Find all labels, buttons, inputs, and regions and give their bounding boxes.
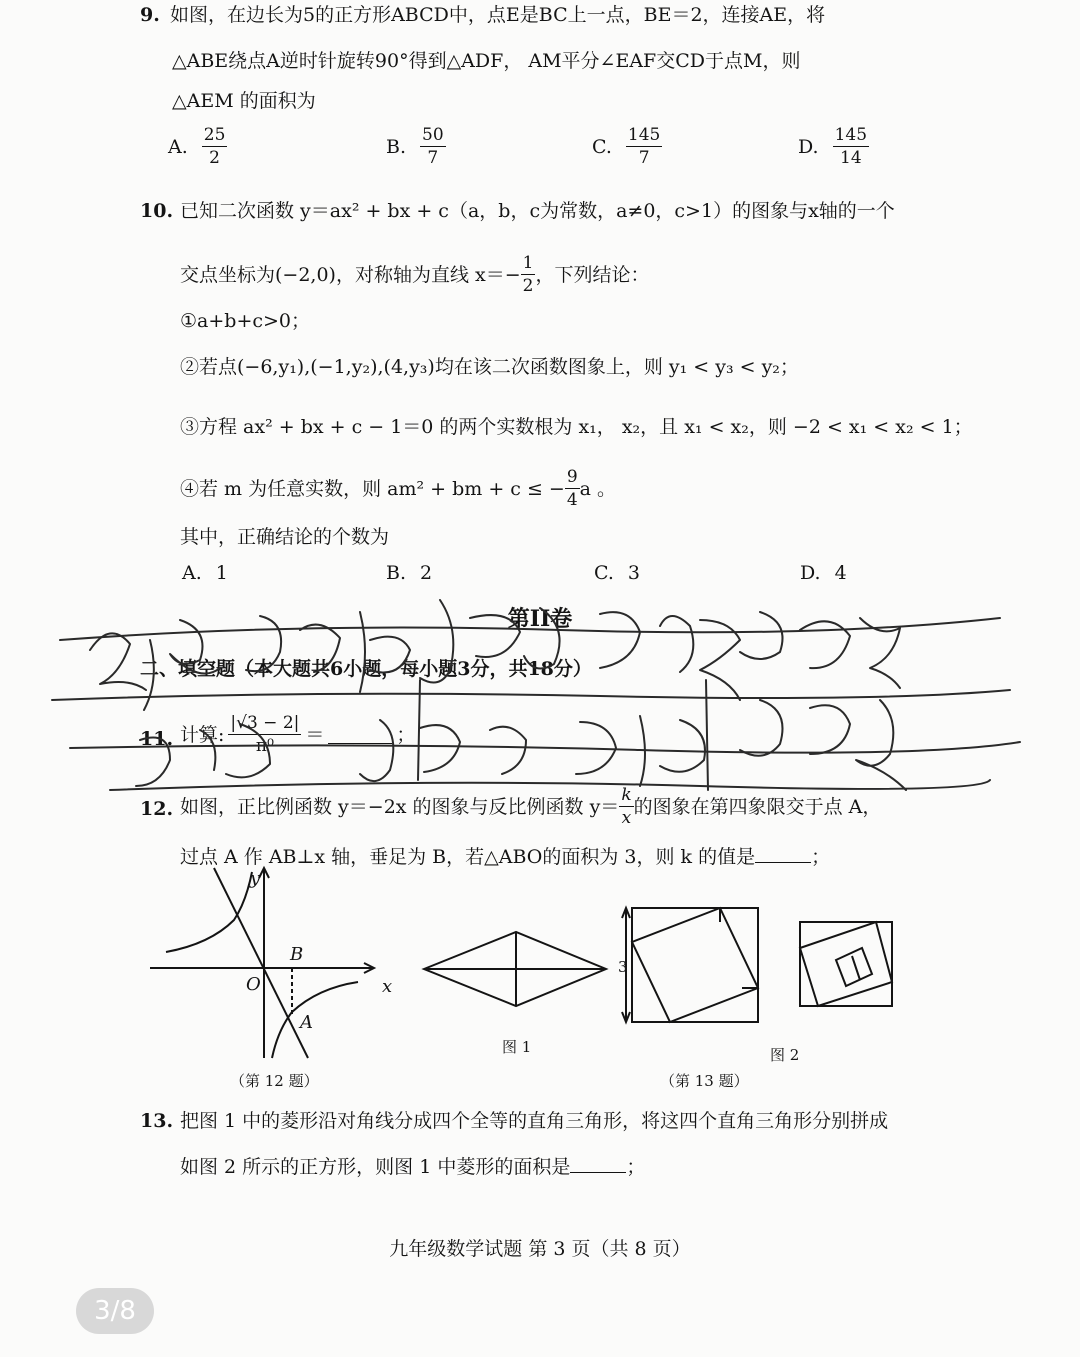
- side-length-label: 3: [618, 958, 628, 976]
- q12-line-2-pre: 过点 A 作 AB⊥x 轴，垂足为 B，若△ABO的面积为 3，则 k 的值是: [180, 846, 756, 868]
- fig13-caption: （第 13 题）: [660, 1072, 749, 1090]
- fraction-numerator: 9: [566, 467, 578, 487]
- q12-number: 12.: [140, 798, 174, 820]
- fraction-numerator: k: [621, 785, 632, 805]
- scribble-vertical-2: [418, 680, 420, 780]
- q10-ask: 其中，正确结论的个数为: [180, 526, 390, 548]
- q9-line-2: △ABE绕点A逆时针旋转90°得到△ADF， AM平分∠EAF交CD于点M，则: [172, 50, 801, 72]
- scribble-stroke-8: [600, 612, 740, 700]
- q13-number: 13.: [140, 1110, 174, 1132]
- scribble-stroke-11: [360, 720, 526, 781]
- q11-equals: ＝: [305, 723, 325, 746]
- q9-number: 9.: [140, 4, 160, 26]
- q11-label: 计算:: [180, 723, 225, 746]
- q10-conclusion-1: ①a+b+c>0；: [180, 310, 311, 332]
- q10-conclusion-2: ②若点(−6,y₁),(−1,y₂),(4,y₃)均在该二次函数图象上，则 y₁ < y₃ < y₂；: [180, 356, 799, 378]
- fraction-numerator: |√3 − 2|: [230, 713, 300, 733]
- fraction-denominator: 2: [522, 276, 534, 296]
- fig12-y-label: y: [250, 868, 261, 889]
- q10-conclusion-4-pre: ④若 m 为任意实数，则 am² + bm + c ≤ −: [180, 477, 565, 500]
- scribble-stroke-13: [740, 700, 906, 790]
- option-label: A.: [182, 562, 202, 584]
- fraction-denominator: 2: [209, 148, 220, 168]
- q10-line-1: 已知二次函数 y＝ax² + bx + c（a，b，c为常数，a≠0，c>1）的图象与x轴的一个: [180, 200, 895, 222]
- fraction-denominator: 14: [840, 148, 862, 168]
- q10-line-2-pre: 交点坐标为(−2,0)，对称轴为直线 x＝−: [180, 263, 521, 286]
- fig12-a-label: A: [300, 1012, 313, 1033]
- scribble-vertical-1: [706, 680, 708, 790]
- page-footer: 九年级数学试题 第 3 页（共 8 页）: [389, 1238, 691, 1260]
- fraction-denominator: 7: [638, 148, 650, 168]
- q13-line-1: 把图 1 中的菱形沿对角线分成四个全等的直角三角形，将这四个直角三角形分别拼成: [180, 1110, 889, 1132]
- fraction-numerator: 145: [627, 125, 661, 145]
- fraction-denominator: x: [621, 808, 632, 828]
- option-label: C.: [594, 562, 614, 584]
- option-label: B.: [386, 562, 407, 584]
- q10-line-2-post: ，下列结论：: [535, 263, 650, 286]
- fraction-numerator: 1: [522, 253, 534, 273]
- option-value: 1: [215, 562, 228, 584]
- q13-line-2-pre: 如图 2 所示的正方形，则图 1 中菱形的面积是: [180, 1156, 571, 1178]
- q10-number: 10.: [140, 200, 174, 222]
- scribble-stroke-7: [420, 600, 560, 683]
- q10-conclusion-4-post: a 。: [579, 477, 617, 500]
- section-title: 第II卷: [507, 606, 573, 632]
- q9-line-1: 如图，在边长为5的正方形ABCD中，点E是BC上一点，BE＝2，连接AE，将: [170, 4, 826, 26]
- option-value: 4: [834, 562, 847, 584]
- q10-conclusion-3: ③方程 ax² + bx + c − 1＝0 的两个实数根为 x₁， x₂，且 x₁ < x₂，则 −2 < x₁ < x₂ < 1；: [180, 416, 973, 438]
- q9-line-3: △AEM 的面积为: [172, 90, 316, 112]
- fig12-x-label: x: [382, 976, 393, 997]
- scribble-stroke-10: [136, 724, 270, 786]
- section-subtitle: 二、填空题（本大题共6小题，每小题3分，共18分）: [140, 658, 592, 680]
- fraction-numerator: 50: [422, 125, 444, 145]
- scribble-stroke-4: [110, 780, 990, 790]
- q13-line-2-post: ；: [626, 1156, 646, 1178]
- page-indicator[interactable]: 3/8: [76, 1288, 154, 1334]
- fig2-caption: 图 2: [770, 1046, 800, 1064]
- option-label: A.: [168, 135, 188, 158]
- fig1-caption: 图 1: [502, 1038, 532, 1056]
- q11-number: 11.: [140, 728, 174, 750]
- q12-line-1-post: 的图象在第四象限交于点 A，: [633, 795, 882, 818]
- scribble-stroke-9: [740, 612, 900, 688]
- scribble-stroke-6: [246, 612, 410, 692]
- fig12-b-label: B: [290, 944, 304, 965]
- fraction-denominator: 4: [566, 490, 578, 510]
- fig12-caption: （第 12 题）: [230, 1072, 319, 1090]
- option-value: 2: [420, 562, 433, 584]
- fig12-o-label: O: [246, 974, 261, 995]
- fraction-numerator: 25: [203, 125, 226, 145]
- option-label: C.: [592, 135, 612, 158]
- option-label: D.: [798, 135, 819, 158]
- option-label: D.: [800, 562, 821, 584]
- option-value: 3: [627, 562, 640, 584]
- q11-post: ；: [396, 723, 416, 746]
- fraction-denominator: π⁰: [255, 736, 274, 756]
- fraction-numerator: 145: [834, 125, 868, 145]
- q12-line-2-post: ；: [811, 846, 831, 868]
- fraction-denominator: 7: [427, 148, 439, 168]
- option-label: B.: [386, 135, 407, 158]
- scribble-stroke-2: [52, 690, 1010, 700]
- q12-line-1-pre: 如图，正比例函数 y＝−2x 的图象与反比例函数 y＝: [180, 795, 620, 818]
